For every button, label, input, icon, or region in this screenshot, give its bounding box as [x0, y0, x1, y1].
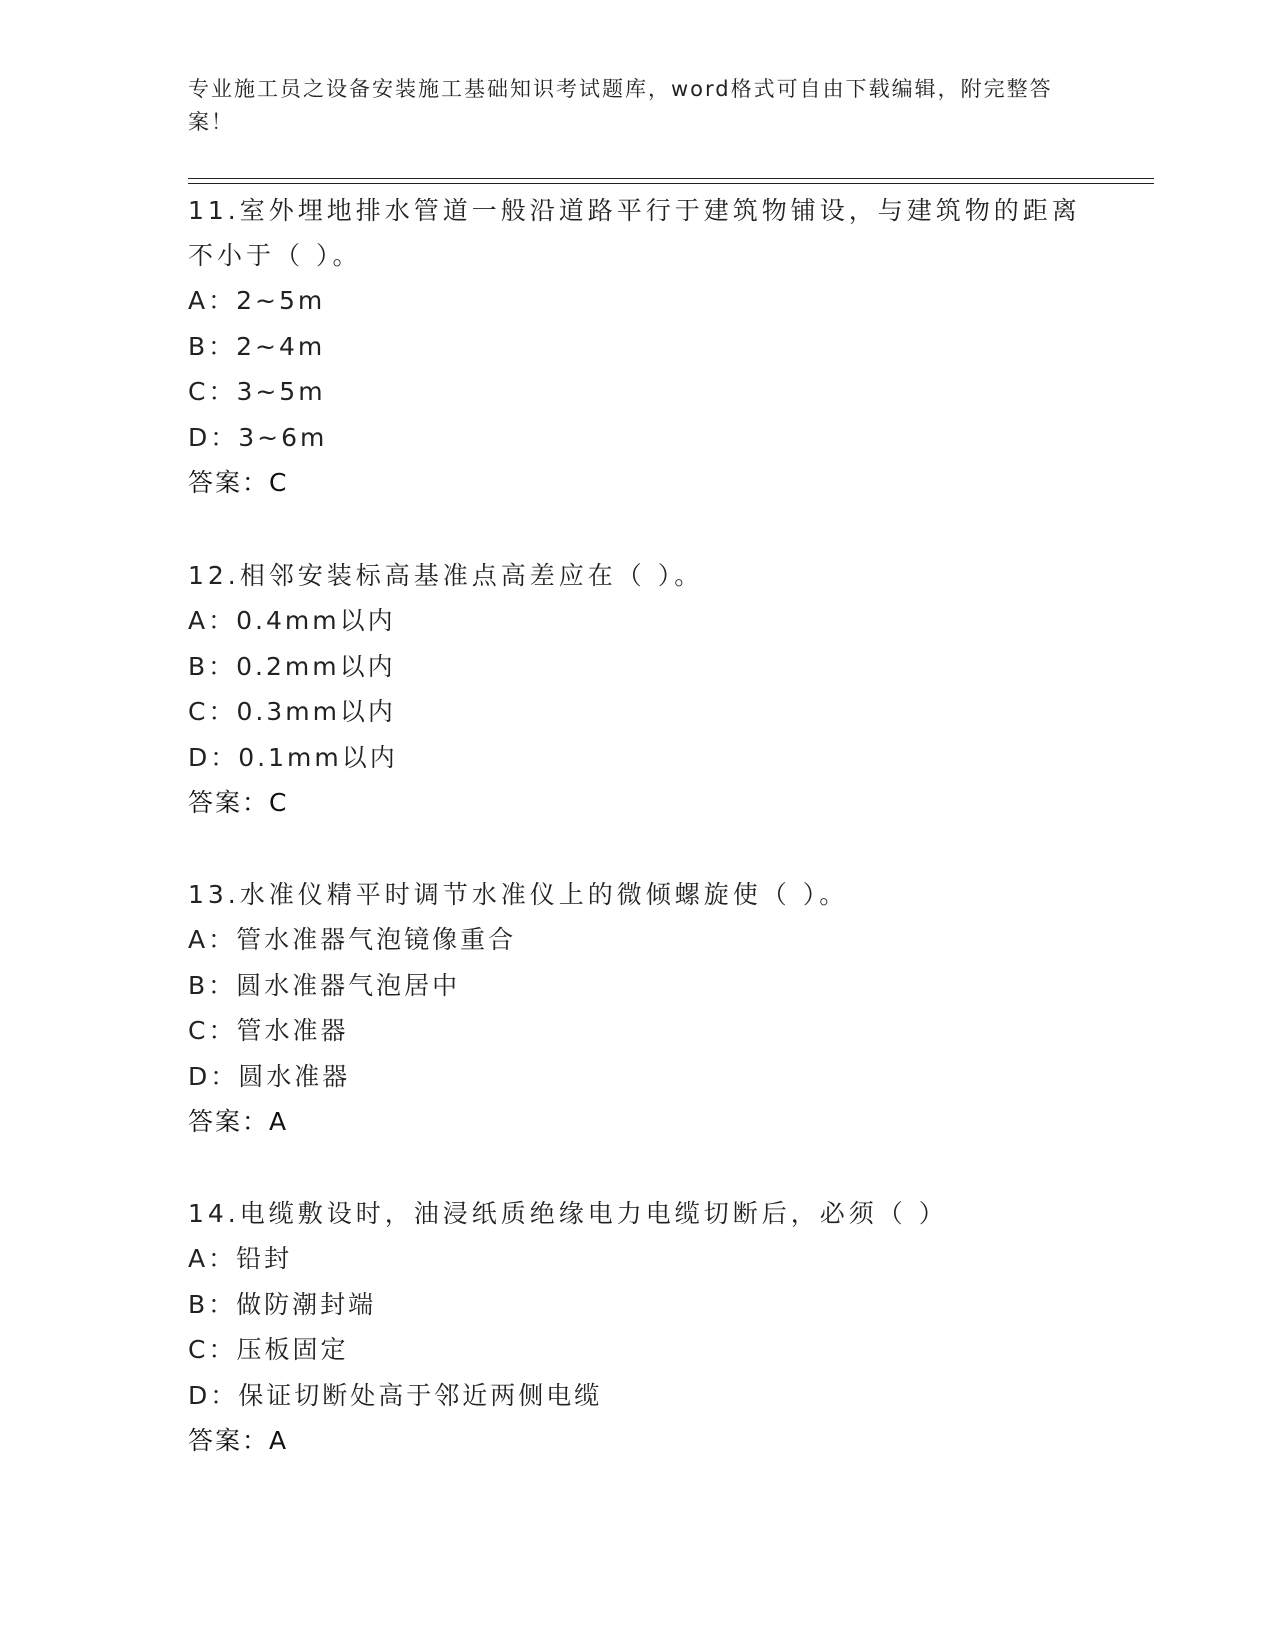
option-a: A：2~5m — [188, 286, 326, 315]
question-stem: 12.相邻安装标高基准点高差应在（ ）。 — [188, 561, 704, 590]
answer: 答案：A — [188, 1107, 289, 1136]
question-stem: 11.室外埋地排水管道一般沿道路平行于建筑物铺设，与建筑物的距离不小于（ ）。 — [188, 196, 1081, 270]
answer: 答案：C — [188, 788, 289, 817]
option-b: B：圆水准器气泡居中 — [188, 970, 461, 1000]
question-13 — [188, 872, 1088, 1144]
option-c: C：管水准器 — [188, 1016, 349, 1045]
answer: 答案：A — [188, 1426, 289, 1455]
question-stem: 13.水准仪精平时调节水准仪上的微倾螺旋使（ ）。 — [188, 880, 849, 909]
option-d: D：3~6m — [188, 422, 328, 452]
option-d: D：圆水准器 — [188, 1061, 351, 1091]
header-divider-bottom — [188, 183, 1154, 184]
header-divider-top — [188, 178, 1154, 179]
option-b: B：0.2mm以内 — [188, 651, 396, 681]
document-header: 专业施工员之设备安装施工基础知识考试题库，word格式可自由下载编辑，附完整答案！ — [188, 77, 1053, 134]
option-b: B：做防潮封端 — [188, 1289, 377, 1319]
option-c: C：3~5m — [188, 377, 326, 406]
option-c: C：压板固定 — [188, 1335, 349, 1364]
option-d: D：0.1mm以内 — [188, 742, 398, 772]
option-d: D：保证切断处高于邻近两侧电缆 — [188, 1380, 603, 1410]
question-12 — [188, 553, 1088, 825]
question-14 — [188, 1191, 1088, 1463]
option-b: B：2~4m — [188, 331, 326, 361]
option-a: A：0.4mm以内 — [188, 606, 396, 635]
option-a: A：管水准器气泡镜像重合 — [188, 925, 517, 954]
option-a: A：铅封 — [188, 1244, 293, 1273]
option-c: C：0.3mm以内 — [188, 697, 396, 726]
question-stem: 14.电缆敷设时，油浸纸质绝缘电力电缆切断后，必须（ ） — [188, 1199, 948, 1228]
answer: 答案：C — [188, 468, 289, 497]
question-11 — [188, 188, 1088, 505]
